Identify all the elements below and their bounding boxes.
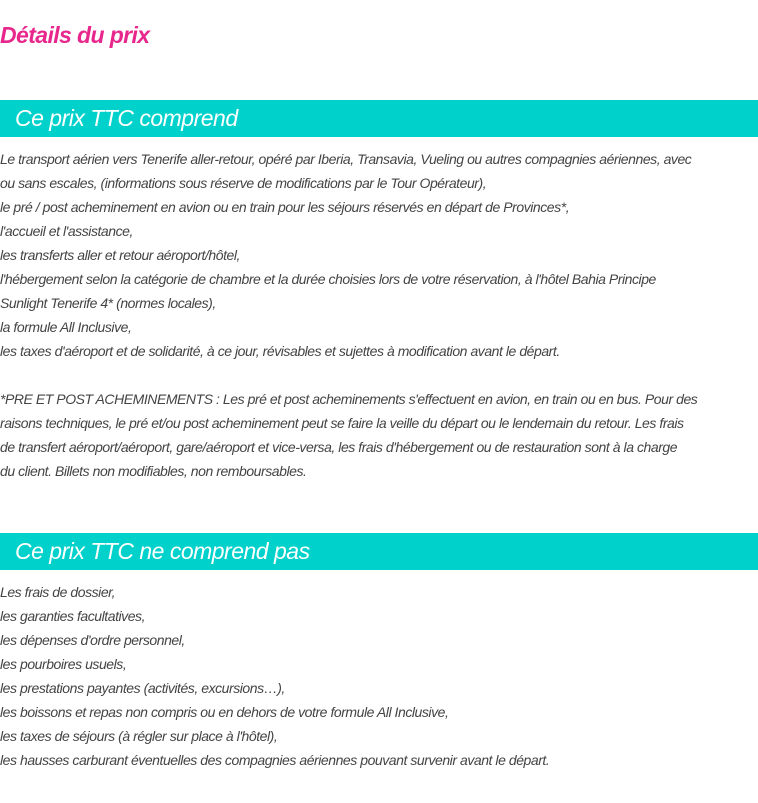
paragraph-spacer: [0, 363, 758, 387]
excludes-line: les pourboires usuels,: [0, 656, 127, 672]
includes-line: Le transport aérien vers Tenerife aller-retour, opéré par Iberia, Transavia, Vueling ou autres compagnies aériennes, avec: [0, 151, 692, 167]
includes-line: ou sans escales, (informations sous réserve de modifications par le Tour Opérateur),: [0, 175, 487, 191]
acheminement-note-line: *PRE ET POST ACHEMINEMENTS : Les pré et post acheminements s'effectuent en avion, en train ou en bus. Pour des: [0, 391, 698, 407]
excludes-header: [0, 533, 758, 570]
excludes-line: les boissons et repas non compris ou en dehors de votre formule All Inclusive,: [0, 704, 449, 720]
excludes-line: les prestations payantes (activités, excursions…),: [0, 680, 285, 696]
excludes-heading: Ce prix TTC ne comprend pas: [15, 538, 310, 564]
includes-line: l'hébergement selon la catégorie de chambre et la durée choisies lors de votre réservation, à l'hôtel Bahia Principe: [0, 271, 656, 287]
acheminement-note-line: du client. Billets non modifiables, non remboursables.: [0, 463, 307, 479]
excludes-line: les dépenses d'ordre personnel,: [0, 632, 185, 648]
acheminement-note-line: raisons techniques, le pré et/ou post acheminement peut se faire la veille du départ ou le lendemain du retour. Les frais: [0, 415, 684, 431]
includes-header: [0, 100, 758, 137]
excludes-body: [0, 580, 758, 772]
excludes-line: les garanties facultatives,: [0, 608, 146, 624]
includes-line: Sunlight Tenerife 4* (normes locales),: [0, 295, 216, 311]
includes-line: le pré / post acheminement en avion ou en train pour les séjours réservés en départ de Provinces*,: [0, 199, 570, 215]
acheminement-note-line: de transfert aéroport/aéroport, gare/aéroport et vice-versa, les frais d'hébergement ou de restauration sont à la charge: [0, 439, 678, 455]
excludes-line: Les frais de dossier,: [0, 584, 116, 600]
page-title: Détails du prix: [0, 22, 150, 48]
includes-heading: Ce prix TTC comprend: [15, 105, 238, 131]
includes-line: l'accueil et l'assistance,: [0, 223, 133, 239]
excludes-line: les taxes de séjours (à régler sur place à l'hôtel),: [0, 728, 278, 744]
excludes-line: les hausses carburant éventuelles des compagnies aériennes pouvant survenir avant le départ.: [0, 752, 550, 768]
includes-line: les taxes d'aéroport et de solidarité, à ce jour, révisables et sujettes à modification avant le départ.: [0, 343, 560, 359]
includes-line: la formule All Inclusive,: [0, 319, 132, 335]
includes-body: [0, 147, 758, 483]
includes-line: les transferts aller et retour aéroport/hôtel,: [0, 247, 240, 263]
